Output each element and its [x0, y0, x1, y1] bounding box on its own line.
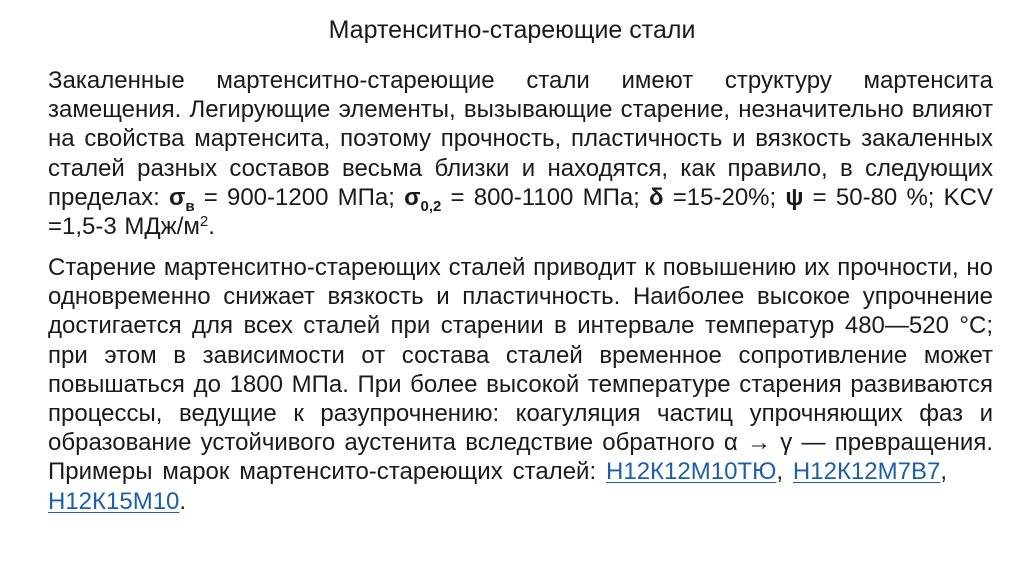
steel-grade-link[interactable]: Н12К12М7В7	[792, 458, 941, 486]
paragraph-text: Старение мартенситно-стареющих сталей приводит к повышению их прочности, но одновременно снижает вязкость и пластичность. Наиболее высокое упрочнение достигается для всех сталей при старении в интервале температур 480—520 °С; при этом в зависимости от состава сталей временное сопротивление может повышаться до 1800 МПа. При более высокой температуре старения развиваются процессы, ведущие к разупрочнению: коагуляция частиц упрочняющих фаз и образование устойчивого аустенита вследствие обратного α → γ — превращения. Примеры марок мартенсито-стареющих сталей:	[48, 254, 993, 486]
unit-superscript: 2	[199, 213, 209, 231]
slide-title: Мартенситно-стареющие стали	[328, 16, 696, 44]
steel-grade-link[interactable]: Н12К12М10ТЮ	[606, 458, 777, 486]
paragraph-end: .	[179, 487, 187, 515]
tensile-strength-symbol: σ	[168, 183, 186, 211]
yield-strength-symbol: σ	[404, 183, 421, 211]
paragraph-text: Закаленные мартенситно-стареющие стали имеют структуру мартенсита замещения. Легирующие элементы, вызывающие старение, незначительно влияют на свойства мартенсита, поэтому прочность, пластичность и вязкость закаленных сталей разных составов весьма близки и находятся, как правило, в следующих пределах:	[48, 67, 993, 211]
yield-strength-subscript: 0,2	[420, 197, 442, 215]
paragraph-aging	[48, 253, 993, 516]
paragraph-properties	[48, 66, 993, 241]
yield-strength-value: = 800-1100 МПа;	[441, 183, 650, 211]
paragraph-end: .	[208, 213, 215, 241]
link-separator: ,	[776, 458, 783, 486]
reduction-area-value: = 50-80 %; KCV =1,5-3 МДж/м	[48, 183, 994, 241]
tensile-strength-value: = 900-1200 МПа;	[194, 183, 405, 211]
steel-grade-link[interactable]: Н12К15М10	[48, 487, 180, 515]
elongation-value: =15-20%;	[663, 183, 786, 211]
reduction-area-symbol: ψ	[785, 183, 804, 211]
tensile-strength-subscript: в	[185, 197, 195, 215]
elongation-symbol: δ	[649, 183, 664, 211]
link-separator: ,	[940, 458, 947, 486]
